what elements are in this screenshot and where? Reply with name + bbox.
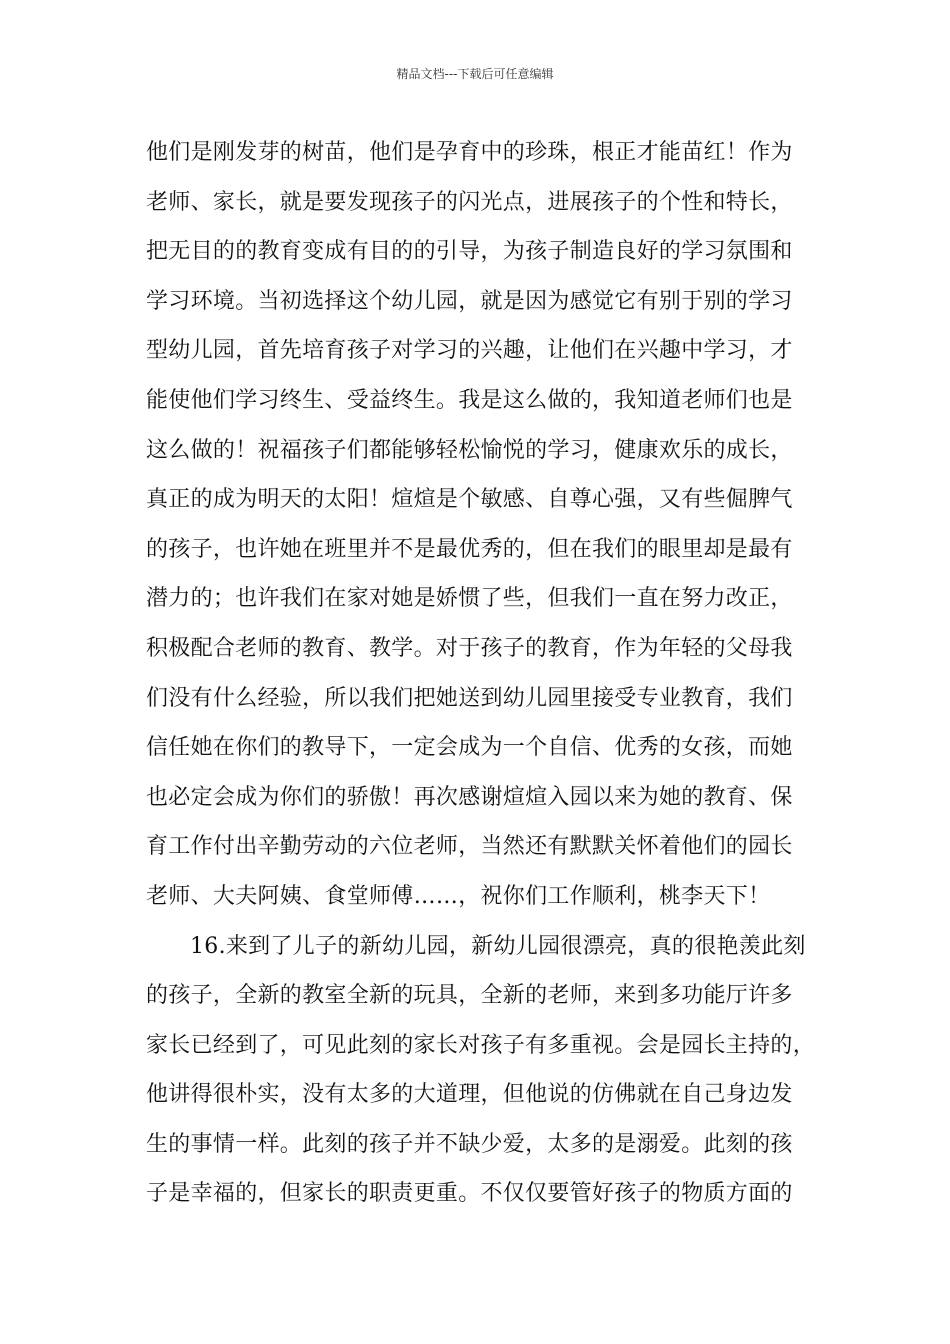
text-line: 老师、家长，就是要发现孩子的闪光点，进展孩子的个性和特长， [146, 189, 793, 215]
body-text [146, 128, 818, 1219]
text-line: 家长已经到了，可见此刻的家长对孩子有多重视。会是园长主持的， [146, 1032, 816, 1058]
page-header: 精品文档---下载后可任意编辑 [396, 67, 554, 81]
text-line: 育工作付出辛勤劳动的六位老师，当然还有默默关怀着他们的园长 [146, 834, 793, 860]
text-line: 真正的成为明天的太阳！煊煊是个敏感、自尊心强，又有些倔脾气 [146, 487, 793, 513]
text-line: 也必定会成为你们的骄傲！再次感谢煊煊入园以来为她的教育、保 [146, 784, 793, 810]
text-line: 把无目的的教育变成有目的的引导，为孩子制造良好的学习氛围和 [146, 239, 793, 265]
text-line: 潜力的；也许我们在家对她是娇惯了些，但我们一直在努力改正， [146, 586, 793, 612]
text-line: 的孩子，也许她在班里并不是最优秀的，但在我们的眼里却是最有 [146, 536, 793, 562]
text-line: 这么做的！祝福孩子们都能够轻松愉悦的学习，健康欢乐的成长， [146, 437, 793, 463]
text-line: 积极配合老师的教育、教学。对于孩子的教育，作为年轻的父母我 [146, 635, 793, 661]
text-line: 的孩子，全新的教室全新的玩具，全新的老师，来到多功能厅许多 [146, 983, 793, 1009]
text-line: 老师、大夫阿姨、食堂师傅……，祝你们工作顺利，桃李天下！ [146, 883, 771, 909]
text-line: 子是幸福的，但家长的职责更重。不仅仅要管好孩子的物质方面的 [146, 1181, 793, 1207]
text-line: 学习环境。当初选择这个幼儿园，就是因为感觉它有别于别的学习 [146, 288, 793, 314]
text-line: 他们是刚发芽的树苗，他们是孕育中的珍珠，根正才能苗红！作为 [146, 140, 793, 165]
text-line: 能使他们学习终生、受益终生。我是这么做的，我知道老师们也是 [146, 387, 793, 413]
text-line: 信任她在你们的教导下，一定会成为一个自信、优秀的女孩，而她 [146, 735, 793, 761]
text-line: 型幼儿园，首先培育孩子对学习的兴趣，让他们在兴趣中学习，才 [146, 338, 793, 364]
text-line: 们没有什么经验，所以我们把她送到幼儿园里接受专业教育，我们 [146, 685, 793, 711]
text-line-paragraph-start: 16.来到了儿子的新幼儿园，新幼儿园很漂亮，真的很艳羡此刻 [190, 933, 806, 959]
text-line: 生的事情一样。此刻的孩子并不缺少爱，太多的是溺爱。此刻的孩 [146, 1131, 793, 1157]
text-line: 他讲得很朴实，没有太多的大道理，但他说的仿佛就在自己身边发 [146, 1082, 793, 1108]
